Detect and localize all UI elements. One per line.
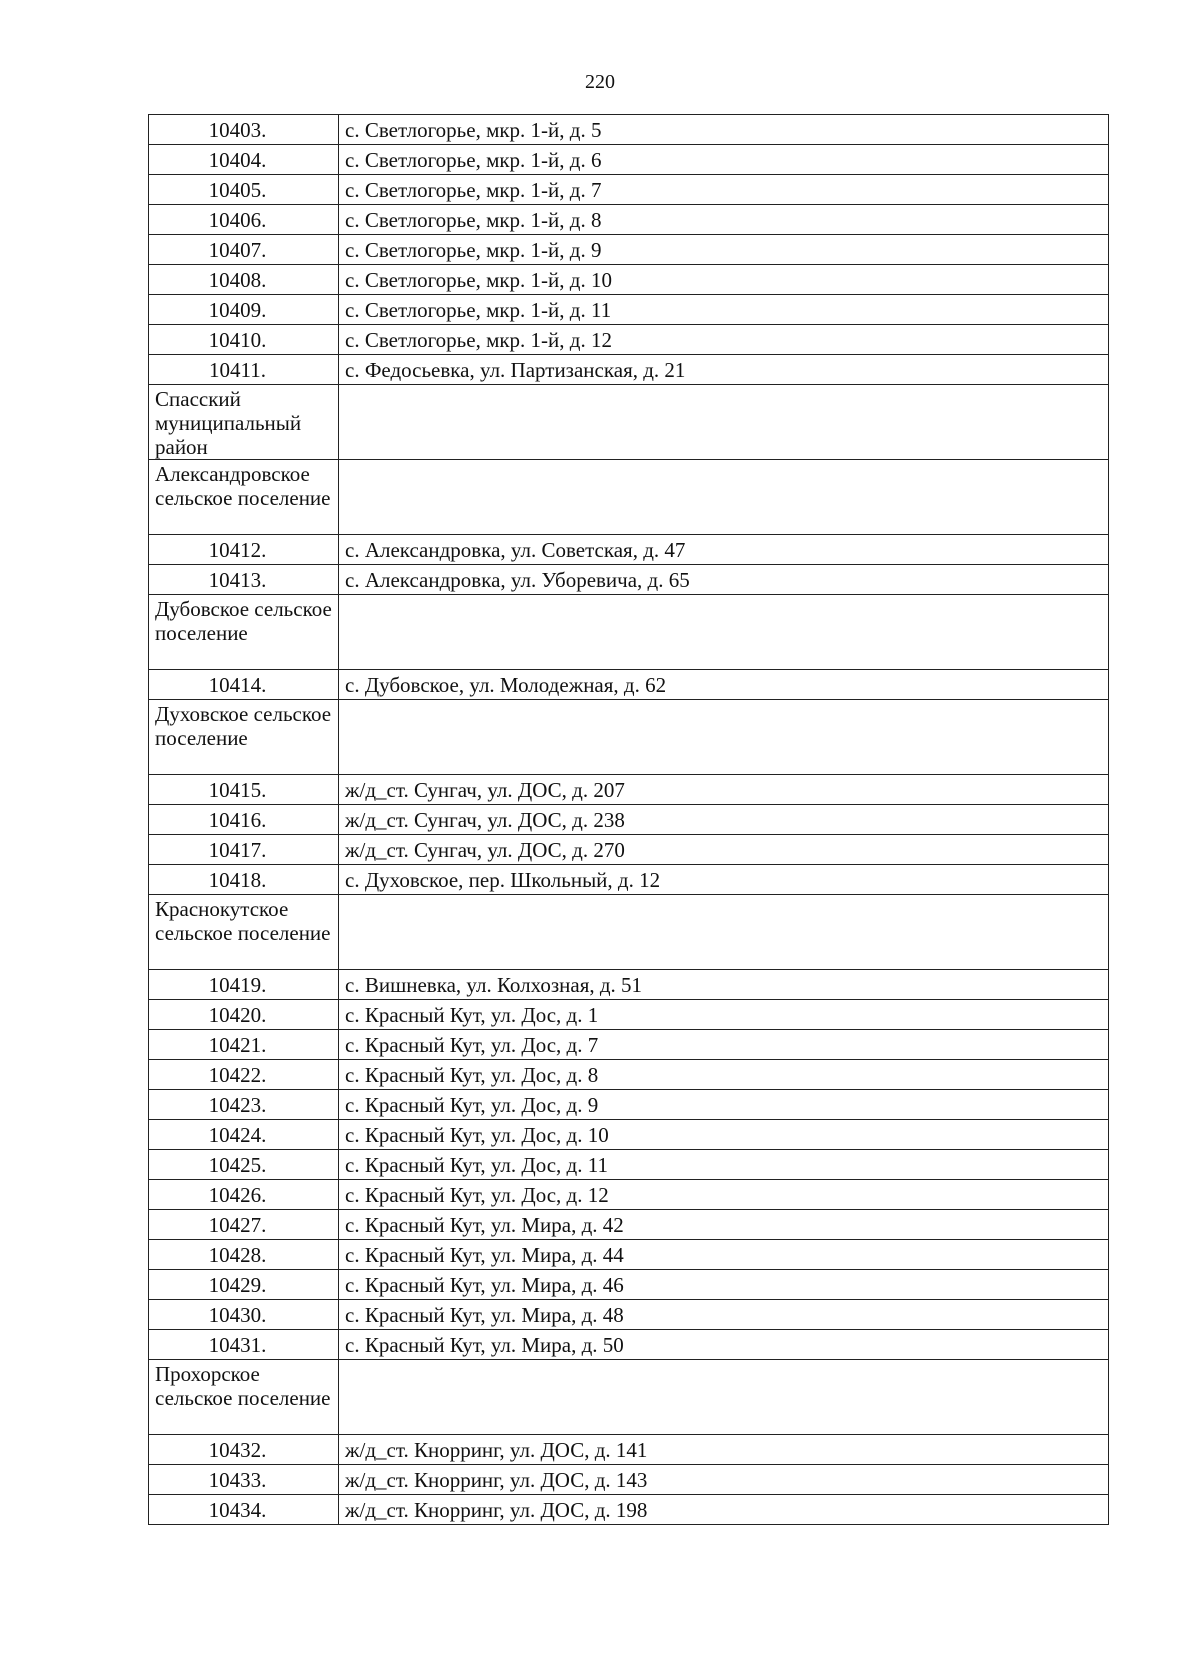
address-cell: с. Светлогорье, мкр. 1-й, д. 11 bbox=[339, 295, 1109, 325]
address-cell: с. Духовское, пер. Школьный, д. 12 bbox=[339, 865, 1109, 895]
row-number-cell: 10428. bbox=[149, 1240, 339, 1270]
table-row bbox=[149, 970, 1109, 1000]
row-number-cell: 10429. bbox=[149, 1270, 339, 1300]
row-number-cell: 10432. bbox=[149, 1435, 339, 1465]
address-cell: с. Светлогорье, мкр. 1-й, д. 9 bbox=[339, 235, 1109, 265]
table-row bbox=[149, 295, 1109, 325]
address-cell: с. Светлогорье, мкр. 1-й, д. 7 bbox=[339, 175, 1109, 205]
address-cell: с. Федосьевка, ул. Партизанская, д. 21 bbox=[339, 355, 1109, 385]
address-cell: с. Светлогорье, мкр. 1-й, д. 5 bbox=[339, 115, 1109, 145]
table-row bbox=[149, 535, 1109, 565]
row-number-cell: 10413. bbox=[149, 565, 339, 595]
table-row bbox=[149, 325, 1109, 355]
page-number: 220 bbox=[585, 71, 615, 93]
row-number-cell: 10405. bbox=[149, 175, 339, 205]
table-row bbox=[149, 835, 1109, 865]
row-number-cell: 10415. bbox=[149, 775, 339, 805]
address-cell: ж/д_ст. Сунгач, ул. ДОС, д. 238 bbox=[339, 805, 1109, 835]
row-number-cell: 10433. bbox=[149, 1465, 339, 1495]
address-cell: с. Красный Кут, ул. Дос, д. 12 bbox=[339, 1180, 1109, 1210]
group-name-cell: Духовское сельское поселение bbox=[149, 700, 339, 775]
row-number-cell: 10427. bbox=[149, 1210, 339, 1240]
group-empty-cell bbox=[339, 595, 1109, 670]
row-number-cell: 10404. bbox=[149, 145, 339, 175]
address-cell: с. Красный Кут, ул. Мира, д. 48 bbox=[339, 1300, 1109, 1330]
address-registry-body bbox=[149, 115, 1109, 1525]
row-number-cell: 10419. bbox=[149, 970, 339, 1000]
table-row bbox=[149, 265, 1109, 295]
table-row bbox=[149, 565, 1109, 595]
row-number-cell: 10430. bbox=[149, 1300, 339, 1330]
row-number-cell: 10414. bbox=[149, 670, 339, 700]
row-number-cell: 10422. bbox=[149, 1060, 339, 1090]
table-row bbox=[149, 145, 1109, 175]
group-name-cell: Прохорское сельское поселение bbox=[149, 1360, 339, 1435]
group-header-row bbox=[149, 895, 1109, 970]
address-cell: с. Красный Кут, ул. Дос, д. 7 bbox=[339, 1030, 1109, 1060]
address-cell: с. Красный Кут, ул. Мира, д. 42 bbox=[339, 1210, 1109, 1240]
table-row bbox=[149, 775, 1109, 805]
row-number-cell: 10407. bbox=[149, 235, 339, 265]
group-empty-cell bbox=[339, 700, 1109, 775]
address-cell: с. Александровка, ул. Советская, д. 47 bbox=[339, 535, 1109, 565]
address-cell: ж/д_ст. Кнорринг, ул. ДОС, д. 198 bbox=[339, 1495, 1109, 1525]
address-cell: с. Красный Кут, ул. Мира, д. 44 bbox=[339, 1240, 1109, 1270]
group-header-row bbox=[149, 700, 1109, 775]
row-number-cell: 10418. bbox=[149, 865, 339, 895]
table-row bbox=[149, 1090, 1109, 1120]
address-cell: с. Светлогорье, мкр. 1-й, д. 10 bbox=[339, 265, 1109, 295]
address-cell: с. Красный Кут, ул. Мира, д. 50 bbox=[339, 1330, 1109, 1360]
table-row bbox=[149, 1435, 1109, 1465]
table-row bbox=[149, 1180, 1109, 1210]
address-cell: с. Дубовское, ул. Молодежная, д. 62 bbox=[339, 670, 1109, 700]
row-number-cell: 10420. bbox=[149, 1000, 339, 1030]
group-empty-cell bbox=[339, 460, 1109, 535]
row-number-cell: 10411. bbox=[149, 355, 339, 385]
address-cell: с. Вишневка, ул. Колхозная, д. 51 bbox=[339, 970, 1109, 1000]
table-row bbox=[149, 1465, 1109, 1495]
table-row bbox=[149, 1330, 1109, 1360]
group-header-row bbox=[149, 1360, 1109, 1435]
row-number-cell: 10406. bbox=[149, 205, 339, 235]
address-cell: с. Красный Кут, ул. Дос, д. 10 bbox=[339, 1120, 1109, 1150]
group-name-cell: Дубовское сельское поселение bbox=[149, 595, 339, 670]
address-cell: ж/д_ст. Кнорринг, ул. ДОС, д. 143 bbox=[339, 1465, 1109, 1495]
row-number-cell: 10403. bbox=[149, 115, 339, 145]
table-row bbox=[149, 805, 1109, 835]
address-cell: ж/д_ст. Сунгач, ул. ДОС, д. 270 bbox=[339, 835, 1109, 865]
address-cell: с. Светлогорье, мкр. 1-й, д. 12 bbox=[339, 325, 1109, 355]
table-row bbox=[149, 355, 1109, 385]
group-empty-cell bbox=[339, 895, 1109, 970]
row-number-cell: 10408. bbox=[149, 265, 339, 295]
table-row bbox=[149, 1150, 1109, 1180]
table-row bbox=[149, 1270, 1109, 1300]
row-number-cell: 10424. bbox=[149, 1120, 339, 1150]
address-cell: с. Светлогорье, мкр. 1-й, д. 8 bbox=[339, 205, 1109, 235]
row-number-cell: 10410. bbox=[149, 325, 339, 355]
table-row bbox=[149, 1495, 1109, 1525]
table-row bbox=[149, 1300, 1109, 1330]
group-name-cell: Александровское сельское поселение bbox=[149, 460, 339, 535]
row-number-cell: 10417. bbox=[149, 835, 339, 865]
group-name-cell: Краснокутское сельское поселение bbox=[149, 895, 339, 970]
group-empty-cell bbox=[339, 385, 1109, 460]
group-header-row bbox=[149, 595, 1109, 670]
address-cell: с. Красный Кут, ул. Дос, д. 1 bbox=[339, 1000, 1109, 1030]
address-cell: ж/д_ст. Кнорринг, ул. ДОС, д. 141 bbox=[339, 1435, 1109, 1465]
table-row bbox=[149, 1120, 1109, 1150]
address-cell: с. Красный Кут, ул. Дос, д. 9 bbox=[339, 1090, 1109, 1120]
address-cell: с. Красный Кут, ул. Дос, д. 8 bbox=[339, 1060, 1109, 1090]
table-row bbox=[149, 115, 1109, 145]
table-row bbox=[149, 1210, 1109, 1240]
row-number-cell: 10421. bbox=[149, 1030, 339, 1060]
table-row bbox=[149, 1240, 1109, 1270]
row-number-cell: 10425. bbox=[149, 1150, 339, 1180]
row-number-cell: 10412. bbox=[149, 535, 339, 565]
address-cell: с. Светлогорье, мкр. 1-й, д. 6 bbox=[339, 145, 1109, 175]
row-number-cell: 10416. bbox=[149, 805, 339, 835]
table-row bbox=[149, 865, 1109, 895]
table-row bbox=[149, 175, 1109, 205]
table-row bbox=[149, 1030, 1109, 1060]
group-empty-cell bbox=[339, 1360, 1109, 1435]
group-header-row bbox=[149, 385, 1109, 460]
row-number-cell: 10409. bbox=[149, 295, 339, 325]
row-number-cell: 10434. bbox=[149, 1495, 339, 1525]
address-registry-table bbox=[148, 114, 1109, 1525]
table-row bbox=[149, 670, 1109, 700]
table-row bbox=[149, 1000, 1109, 1030]
row-number-cell: 10423. bbox=[149, 1090, 339, 1120]
group-name-cell: Спасский муниципальный район bbox=[149, 385, 339, 460]
table-row bbox=[149, 1060, 1109, 1090]
table-row bbox=[149, 205, 1109, 235]
row-number-cell: 10431. bbox=[149, 1330, 339, 1360]
address-cell: с. Красный Кут, ул. Мира, д. 46 bbox=[339, 1270, 1109, 1300]
group-header-row bbox=[149, 460, 1109, 535]
row-number-cell: 10426. bbox=[149, 1180, 339, 1210]
address-cell: с. Красный Кут, ул. Дос, д. 11 bbox=[339, 1150, 1109, 1180]
address-cell: с. Александровка, ул. Уборевича, д. 65 bbox=[339, 565, 1109, 595]
address-cell: ж/д_ст. Сунгач, ул. ДОС, д. 207 bbox=[339, 775, 1109, 805]
table-row bbox=[149, 235, 1109, 265]
